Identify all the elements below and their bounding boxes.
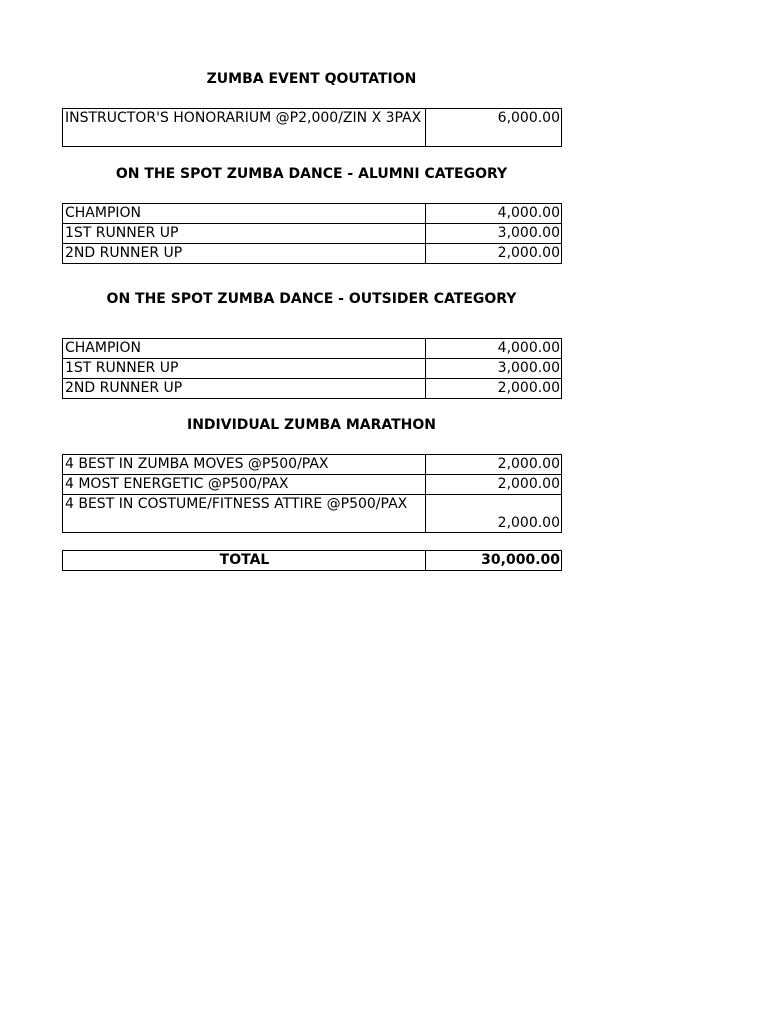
total-row xyxy=(63,551,562,571)
alumni-heading: ON THE SPOT ZUMBA DANCE - ALUMNI CATEGORY xyxy=(115,166,508,182)
alumni-row-amount: 2,000.00 xyxy=(426,244,562,264)
outsider-heading: ON THE SPOT ZUMBA DANCE - OUTSIDER CATEGORY xyxy=(106,291,517,307)
table-row xyxy=(63,204,562,224)
total-amount: 30,000.00 xyxy=(426,551,562,571)
table-row xyxy=(63,495,562,533)
marathon-heading: INDIVIDUAL ZUMBA MARATHON xyxy=(187,417,436,433)
table-row xyxy=(63,455,562,475)
marathon-row-amount: 2,000.00 xyxy=(426,475,562,495)
alumni-row-label: 1ST RUNNER UP xyxy=(63,224,426,244)
table-row xyxy=(63,244,562,264)
instructor-table xyxy=(62,108,562,147)
alumni-table xyxy=(62,203,562,264)
table-row xyxy=(63,359,562,379)
instructor-amount: 6,000.00 xyxy=(426,109,562,147)
alumni-row-amount: 3,000.00 xyxy=(426,224,562,244)
table-row xyxy=(63,475,562,495)
outsider-row-amount: 2,000.00 xyxy=(426,379,562,399)
marathon-row-label: 4 BEST IN ZUMBA MOVES @P500/PAX xyxy=(63,455,426,475)
outsider-row-amount: 3,000.00 xyxy=(426,359,562,379)
marathon-table xyxy=(62,454,562,533)
table-row xyxy=(63,339,562,359)
marathon-row-amount: 2,000.00 xyxy=(426,455,562,475)
alumni-row-label: CHAMPION xyxy=(63,204,426,224)
table-row xyxy=(63,224,562,244)
marathon-row-amount: 2,000.00 xyxy=(426,495,562,533)
instructor-label: INSTRUCTOR'S HONORARIUM @P2,000/ZIN X 3PAX xyxy=(63,109,426,147)
total-table xyxy=(62,550,562,571)
table-row xyxy=(63,379,562,399)
alumni-row-amount: 4,000.00 xyxy=(426,204,562,224)
alumni-row-label: 2ND RUNNER UP xyxy=(63,244,426,264)
outsider-row-amount: 4,000.00 xyxy=(426,339,562,359)
marathon-row-label: 4 MOST ENERGETIC @P500/PAX xyxy=(63,475,426,495)
total-label: TOTAL xyxy=(63,551,426,571)
outsider-table xyxy=(62,338,562,399)
page-title: ZUMBA EVENT QOUTATION xyxy=(206,71,417,87)
table-row xyxy=(63,109,562,147)
outsider-row-label: CHAMPION xyxy=(63,339,426,359)
marathon-row-label: 4 BEST IN COSTUME/FITNESS ATTIRE @P500/PAX xyxy=(63,495,426,533)
outsider-row-label: 1ST RUNNER UP xyxy=(63,359,426,379)
outsider-row-label: 2ND RUNNER UP xyxy=(63,379,426,399)
